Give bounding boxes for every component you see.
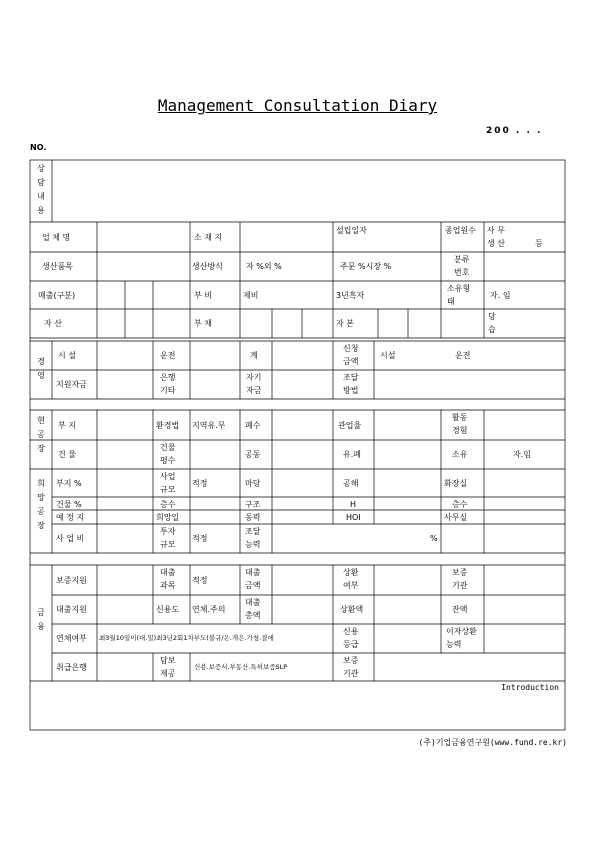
floors-label: 층수 (160, 500, 176, 509)
business-scale-label: 사업규모 (160, 472, 176, 494)
employees-office: 사 무 (487, 226, 505, 235)
own-production: 자 %외 % (246, 262, 282, 271)
office-label: 사무실 (444, 513, 468, 522)
collateral-value: 신용.보증서.부동산.특허보증SLP (194, 663, 288, 671)
common-label: 공동 (245, 450, 261, 459)
bank-other-label: 은행기타 (160, 373, 176, 395)
liabilities-value: 제비 (243, 291, 259, 300)
ownership-site-label: 유.폐 (343, 450, 361, 459)
investment-label: 투자규모 (160, 527, 176, 549)
employees-etc: 등 (535, 239, 543, 248)
employees-production: 생 산 (487, 239, 505, 248)
operation-label: 활동경험 (452, 413, 468, 435)
loan-amount-label: 대출금액 (245, 568, 261, 590)
procurement-ability-label: 조달능력 (245, 527, 261, 549)
delinquency-value: 최3월10일이(대.밀)최3년2회1차부도(불규/은.개은.가청.결에 (99, 634, 274, 642)
current-factory-label: 현 공 장 (37, 416, 45, 453)
products-label: 생산품목 (42, 262, 73, 271)
total-loan-label: 대출총액 (245, 598, 261, 620)
company-name-label: 업 체 명 (42, 233, 71, 242)
application-label: 신청금액 (343, 344, 359, 366)
appropriate-label: 적정 (192, 479, 208, 488)
percent-mark: % (430, 534, 438, 543)
employees-label: 종업원수 (445, 226, 476, 235)
guarantee-support-label: 보증지원 (56, 576, 87, 585)
working-short: 운전 (455, 351, 471, 360)
procurement-label: 조달방법 (343, 373, 359, 395)
toilet-label: 화장실 (444, 479, 468, 488)
main-bank-label: 취급은행 (56, 663, 87, 672)
waste-label: 폐수 (245, 421, 261, 430)
land-label: 부 지 (58, 421, 76, 430)
support-funds-label: 지원자금 (56, 380, 87, 389)
guarantee-institution-label: 보증기관 (343, 656, 359, 678)
building-area-label: 건물평수 (160, 443, 176, 465)
h-label: H (350, 500, 357, 509)
delinquency-label: 연체여부 (56, 634, 87, 643)
debt-label: 부 채 (194, 319, 212, 328)
facility-short: 시설 (380, 351, 396, 360)
balance-label: 잔액 (452, 605, 468, 614)
ownership-label: 소유형태 (447, 284, 471, 306)
location-label: 소 재 지 (194, 233, 223, 242)
area-label: 마당 (245, 479, 261, 488)
finance-label: 금 융 (37, 608, 45, 631)
sales-label: 매출(구분) (38, 291, 76, 300)
interest-label: 이자상환능력 (446, 627, 477, 649)
class-code-label: 분류번호 (454, 255, 470, 277)
facility-label: 시 설 (58, 351, 76, 360)
footer-credit: (주)기업금융연구원(www.fund.re.kr) (418, 738, 567, 747)
collateral-label: 담보제공 (160, 656, 176, 678)
other-label: 당 습 (488, 312, 496, 334)
working-label: 운전 (160, 351, 176, 360)
pollution2-label: 공해 (343, 479, 359, 488)
hope-label: 희망일 (156, 513, 180, 522)
power-label: 동력 (245, 513, 261, 522)
document-title: Management Consultation Diary (157, 96, 438, 115)
ownership-value: 자. 임 (490, 291, 511, 300)
hoi-label: HOI (346, 513, 361, 522)
env-law-label: 환경법 (156, 421, 180, 430)
structure-label: 구조 (245, 500, 261, 509)
appropriate2-label: 적정 (192, 534, 208, 543)
assets-label: 자 산 (44, 319, 62, 328)
established-label: 설립일자 (336, 226, 367, 235)
desired-factory-label: 희 망 공 장 (37, 479, 45, 530)
order-market: 주문 %시장 % (340, 262, 392, 271)
land-pct-label: 부지 % (56, 479, 82, 488)
own-funds-label: 자기자금 (246, 373, 262, 395)
project-cost-label: 사 업 비 (56, 534, 85, 543)
credit-value: 연체.주의 (192, 605, 226, 614)
building-label: 건 물 (58, 450, 76, 459)
settlement-label: 3년흑자 (336, 291, 365, 300)
scheduled-label: 예 정 지 (56, 513, 85, 522)
guarantee-org-label: 보증기관 (452, 568, 468, 590)
management-label: 경 영 (37, 357, 45, 380)
date-field: 200 . . . (486, 126, 543, 136)
own-value: 자.임 (513, 450, 531, 459)
total-floors-label: 층수 (452, 500, 468, 509)
own-label: 소유 (452, 450, 468, 459)
capital-label: 자 본 (336, 319, 354, 328)
pollution-label: 지역유.무 (192, 421, 226, 430)
finance-appropriate-label: 적정 (192, 576, 208, 585)
introduction-label: Introduction (501, 683, 559, 692)
loan-support-label: 대출지원 (56, 605, 87, 614)
repay-amount-label: 상환액 (340, 605, 364, 614)
credit-rating-label: 신용등급 (343, 627, 359, 649)
liabilities-label: 부 비 (194, 291, 212, 300)
credit-grade-label: 신용도 (156, 605, 180, 614)
production-method-label: 생산방식 (192, 262, 223, 271)
building-pct-label: 건물 % (56, 500, 82, 509)
repay-label: 상환여부 (343, 568, 359, 590)
total-label: 계 (250, 351, 258, 360)
permit-label: 관업율 (338, 421, 362, 430)
consult-label: 상담내용 (37, 164, 45, 215)
loan-type-label: 대출과목 (160, 568, 176, 590)
number-label: NO. (30, 143, 47, 152)
